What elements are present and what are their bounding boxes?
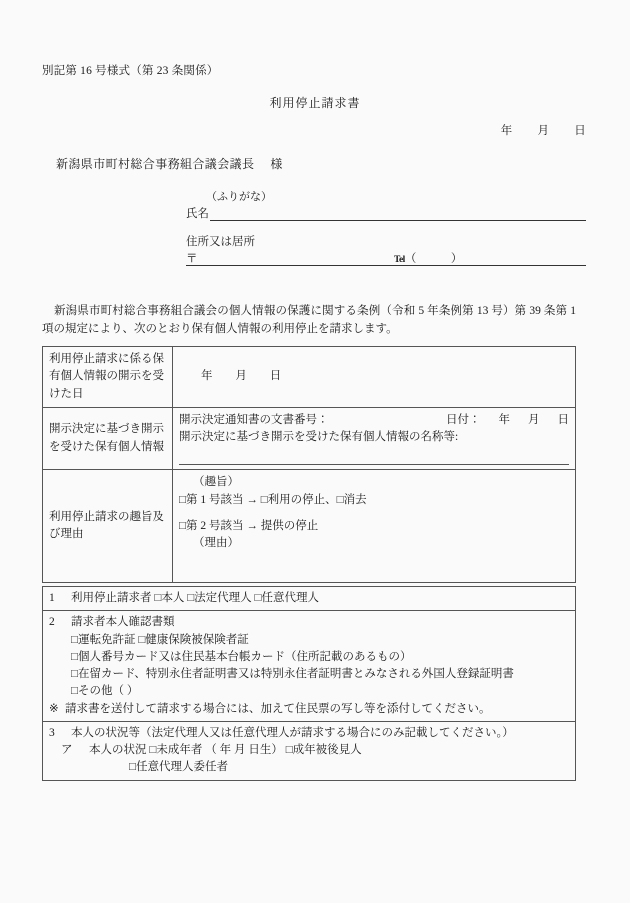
disclosed-info-name-input[interactable] xyxy=(179,448,569,465)
decision-date-label: 日付： xyxy=(446,413,481,426)
furigana-label: （ふりがな） xyxy=(206,191,272,203)
section-2-note xyxy=(49,701,569,718)
statement-line-1: 新潟県市町村総合事務組合議会の個人情報の保護に関する条例（令和 5 年条例第 13 号）第 39 条 xyxy=(54,305,556,317)
item-a-options[interactable]: □未成年者 （ 年 月 日生） □成年被後見人 xyxy=(149,744,362,756)
section-3-number: 3 xyxy=(49,726,55,739)
section-1-number: 1 xyxy=(49,592,55,604)
id-document-option[interactable]: □個人番号カード又は住民基本台帳カード（住所記載のあるもの） xyxy=(71,650,412,663)
document-number-row xyxy=(179,412,569,429)
id-document-option[interactable]: □その他（ ） xyxy=(71,685,139,698)
address-field-row[interactable] xyxy=(186,250,586,266)
table-row xyxy=(43,470,576,583)
item-a-label: 本人の状況 xyxy=(89,744,147,756)
statement-line-2: 第 1 項の規定により、次のとおり保有個人情報の利用停止を請求します。 xyxy=(42,305,577,335)
row-label-disclosed-info: 開示決定に基づき開示を受けた保有個人情報 xyxy=(43,407,173,470)
purpose-option-2[interactable]: □第 2 号該当 → 提供の停止 xyxy=(179,519,319,532)
section-2-heading xyxy=(49,614,569,631)
row-label-purpose-reason: 利用停止請求の趣旨及び理由 xyxy=(43,470,173,583)
address-label: 住所又は居所 xyxy=(186,236,255,248)
item-a-mark: ア xyxy=(61,744,73,756)
section-2-note-text: 請求書を送付して請求する場合には、加えて住民票の写し等を添付してください。 xyxy=(65,702,491,715)
purpose-heading: （趣旨） xyxy=(193,476,239,489)
purpose-spacer xyxy=(179,509,569,518)
purpose-option-1[interactable]: □第 1 号該当 → □利用の停止、□消去 xyxy=(179,493,367,506)
date-year-label: 年 xyxy=(500,125,513,137)
section-1-cell[interactable] xyxy=(43,587,576,611)
section-1-label: 利用停止請求者 xyxy=(71,592,152,604)
decision-year-label: 年 xyxy=(498,413,510,426)
disclosure-date-inline xyxy=(179,370,281,382)
row-value-disclosed-info[interactable] xyxy=(173,407,576,470)
table-row xyxy=(43,611,576,722)
section-3-cell[interactable] xyxy=(43,721,576,780)
decision-month-label: 月 xyxy=(528,413,540,426)
section-1-options[interactable]: □本人 □法定代理人 □任意代理人 xyxy=(154,592,319,604)
applicant-details-table xyxy=(42,586,576,781)
disclosed-info-name-label: 開示決定に基づき開示を受けた保有個人情報の名称等: xyxy=(179,431,459,443)
reason-heading: （理由） xyxy=(193,537,239,549)
section-3-label: 本人の状況等（法定代理人又は任意代理人が請求する場合にのみ記載してください。） xyxy=(71,726,514,739)
decision-date-group xyxy=(432,412,569,429)
date-month-label: 月 xyxy=(537,125,550,137)
telephone-parens: （ ） xyxy=(404,253,463,265)
table-row xyxy=(43,407,576,470)
disclosure-year-label: 年 xyxy=(201,370,213,383)
section-3-item-a[interactable] xyxy=(49,742,569,759)
row-label-disclosure-date: 利用停止請求に係る保有個人情報の開示を受けた日 xyxy=(43,347,173,408)
date-day-label: 日 xyxy=(574,125,586,137)
table-row xyxy=(43,721,576,780)
note-mark-icon: ※ xyxy=(49,702,59,715)
name-input-rule[interactable] xyxy=(210,207,586,221)
decision-day-label: 日 xyxy=(557,413,569,426)
table-row xyxy=(43,347,576,408)
name-label: 氏名 xyxy=(186,208,209,220)
row-value-purpose-reason[interactable] xyxy=(173,470,576,583)
telephone-label: Tel xyxy=(394,255,405,265)
purpose-reason-body xyxy=(179,474,569,578)
disclosure-day-label: 日 xyxy=(269,370,282,383)
item-a-options-second-line[interactable]: □任意代理人委任者 xyxy=(129,761,228,774)
telephone-field[interactable] xyxy=(394,250,462,266)
postal-mark: 〒 xyxy=(186,253,198,265)
section-2-label: 請求者本人確認書類 xyxy=(71,616,175,629)
addressee-honorific: 様 xyxy=(270,157,283,171)
document-title: 利用停止請求書 xyxy=(269,96,361,110)
addressee xyxy=(56,155,283,172)
disclosure-info-table xyxy=(42,346,576,583)
name-field-row xyxy=(186,205,586,221)
table-row xyxy=(43,587,576,611)
id-document-option[interactable]: □在留カード、特別永住者証明書又は特別永住者証明書とみなされる外国人登録証明書 xyxy=(71,668,514,680)
addressee-name: 新潟県市町村総合事務組合議会議長 xyxy=(56,157,255,171)
submission-date-line xyxy=(501,122,586,138)
disclosure-month-label: 月 xyxy=(235,370,247,383)
form-number: 別記第 16 号様式（第 23 条関係） xyxy=(42,65,219,77)
id-document-option[interactable]: □運転免許証 □健康保険被保険者証 xyxy=(71,633,249,646)
statement-paragraph xyxy=(42,303,576,339)
row-value-disclosure-date[interactable] xyxy=(173,347,576,408)
section-2-cell[interactable] xyxy=(43,611,576,722)
section-2-number: 2 xyxy=(49,616,55,629)
section-3-heading xyxy=(49,725,569,742)
document-number-label: 開示決定通知書の文書番号： xyxy=(179,413,329,426)
